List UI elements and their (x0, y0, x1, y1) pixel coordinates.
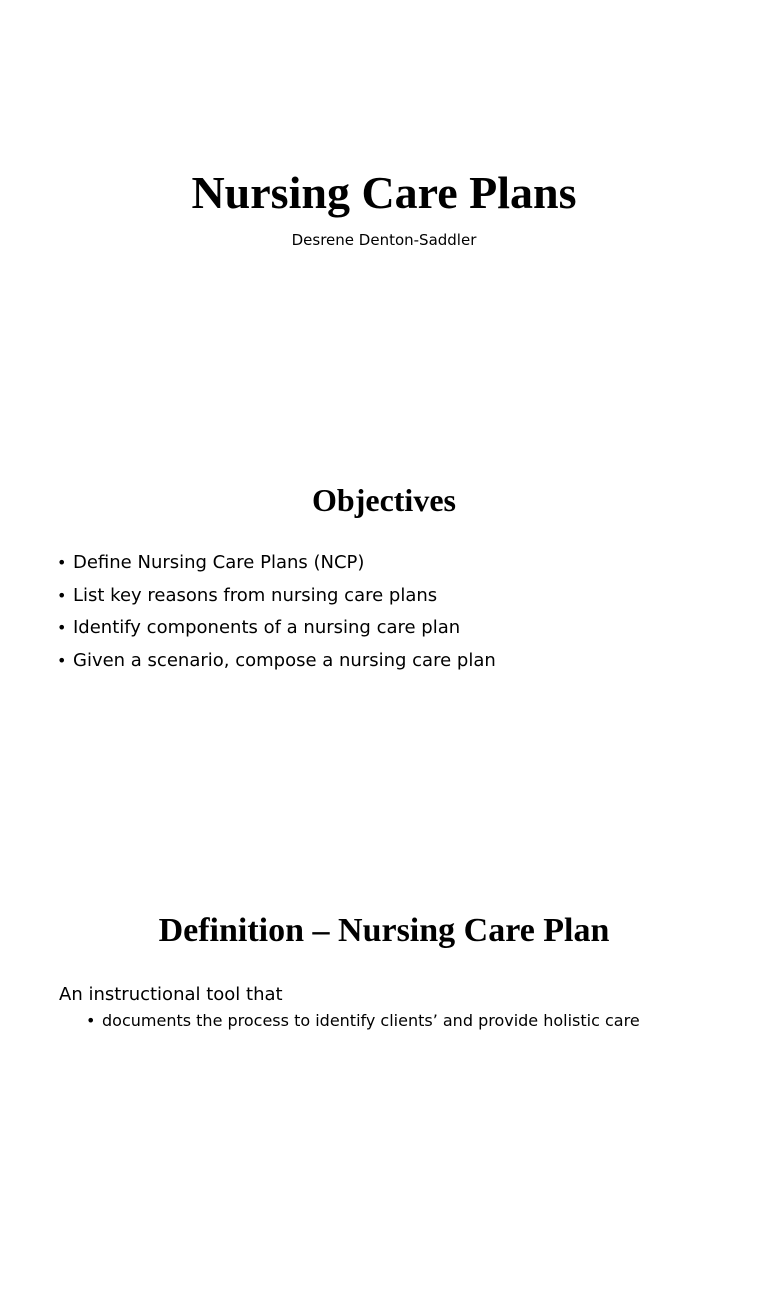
definition-slide (0, 864, 768, 1296)
objective-text: Define Nursing Care Plans (NCP) (73, 552, 365, 573)
list-item (86, 1010, 640, 1032)
bullet-icon: • (57, 650, 67, 670)
objective-text: Identify components of a nursing care plan (73, 617, 461, 638)
list-item (57, 645, 737, 678)
objectives-list (57, 547, 737, 677)
objectives-title: Objectives (312, 482, 456, 518)
presentation-title: Nursing Care Plans (191, 167, 577, 218)
bullet-icon: • (86, 1011, 96, 1030)
list-item (57, 547, 737, 580)
author-subtitle: Desrene Denton-Saddler (291, 231, 477, 249)
bullet-icon: • (57, 553, 67, 572)
list-item (57, 612, 737, 645)
objective-text: List key reasons from nursing care plans (73, 584, 438, 606)
objective-text: Given a scenario, compose a nursing care plan (73, 649, 496, 671)
definition-intro: An instructional tool that (59, 984, 283, 1005)
definition-bullet-text: documents the process to identify clients’ and provide holistic care (102, 1011, 640, 1030)
definition-title: Definition – Nursing Care Plan (158, 912, 610, 949)
bullet-icon: • (57, 618, 67, 637)
definition-list (86, 1010, 640, 1032)
title-slide (0, 0, 768, 432)
objectives-slide (0, 432, 768, 864)
bullet-icon: • (57, 585, 67, 605)
list-item (57, 580, 737, 613)
